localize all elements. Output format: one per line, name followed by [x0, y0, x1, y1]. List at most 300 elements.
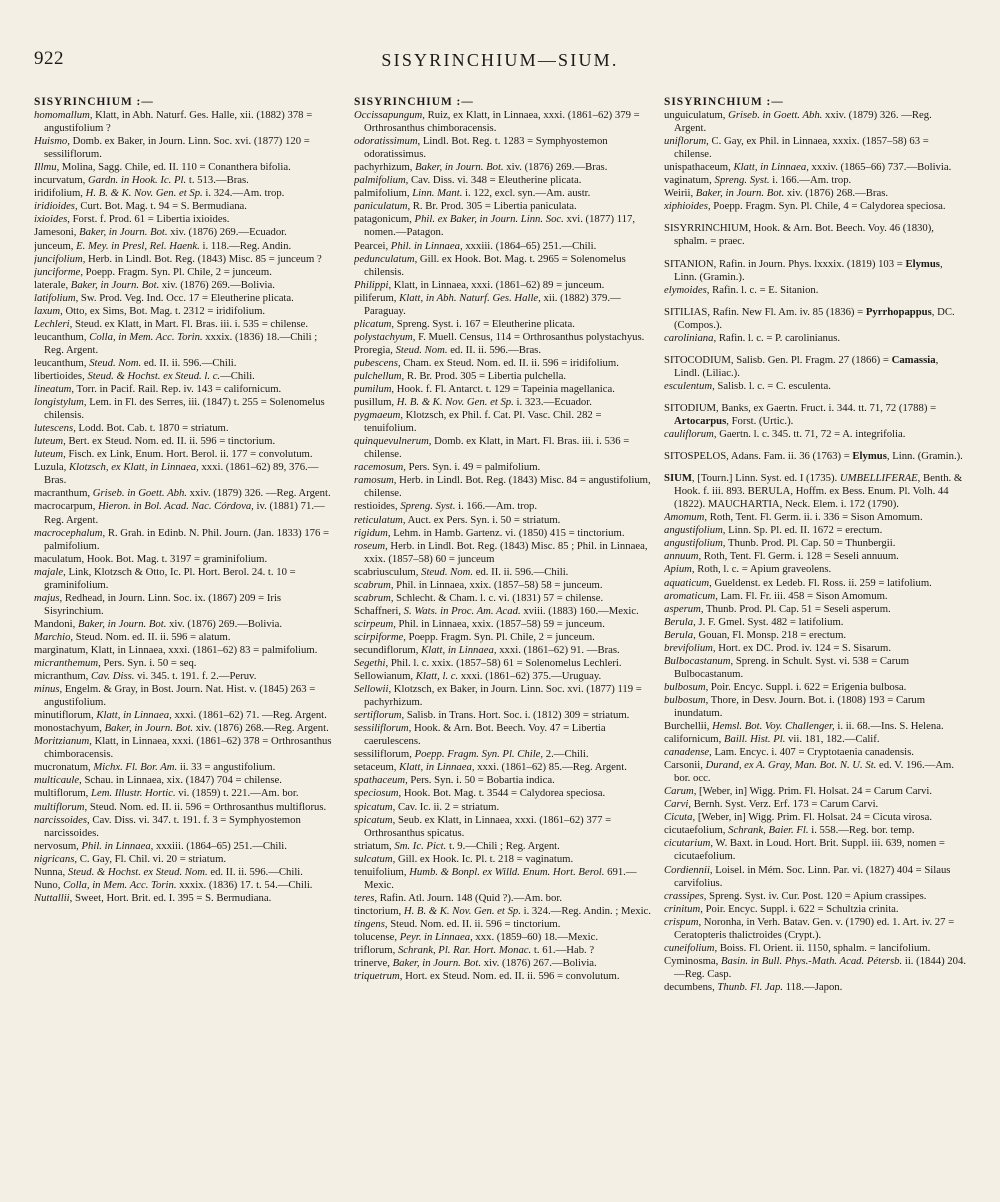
entry-text: setaceum, — [354, 761, 400, 774]
species-entry — [34, 213, 336, 226]
species-entry — [664, 537, 966, 550]
entry-text: t. 513.—Bras. — [186, 174, 249, 187]
italic-text: micranthemum — [34, 657, 99, 670]
species-entry — [664, 694, 966, 720]
italic-text: sessiliflorum — [354, 722, 409, 735]
italic-text: spicatum — [354, 800, 393, 813]
species-entry — [354, 670, 656, 683]
italic-text: UMBELLIFERAE — [839, 472, 918, 485]
entry-text: , Hort. ex DC. Prod. iv. 124 = S. Sisarum. — [712, 641, 892, 654]
italic-text: Berula — [664, 615, 694, 628]
species-entry — [34, 866, 336, 879]
species-entry — [354, 579, 656, 592]
italic-text: uniflorum — [664, 135, 707, 148]
species-entry — [354, 292, 656, 318]
entry-text: Nuno, — [34, 878, 64, 891]
entry-text: , Spreng. in Schult. Syst. vi. 538 = Carum Bulbocastanum. — [674, 654, 910, 680]
entry-text: , Salisb. l. c. = C. esculenta. — [712, 379, 831, 392]
entry-text: , Lam. Encyc. i. 407 = Cryptotaenia canadensis. — [709, 746, 914, 759]
italic-text: pygmaeum — [354, 409, 401, 422]
species-entry — [34, 761, 336, 774]
species-entry — [34, 383, 336, 396]
entry-text: , F. Muell. Census, 114 = Orthrosanthus polystachyus. — [412, 330, 645, 343]
accepted-genus-name: Pyrrhopappus — [865, 305, 932, 318]
species-entry — [354, 918, 656, 931]
species-entry — [354, 187, 656, 200]
entry-text: , Poir. Encyc. Suppl. i. 622 = Erigenia bulbosa. — [705, 680, 907, 693]
accepted-genus-name: Camassia — [891, 353, 936, 366]
entry-text: , Poepp. Fragm. Syn. Pl. Chile, 2 = junceum. — [80, 265, 272, 278]
species-entry — [664, 284, 966, 297]
entry-text: , Herb. in Lindl. Bot. Reg. (1843) Misc. 84 = angustifolium, chilense. — [364, 474, 651, 500]
entry-text: , Roth, l. c. = Apium graveolens. — [691, 563, 832, 576]
species-entry — [354, 344, 656, 357]
italic-text: Cicuta — [664, 811, 693, 824]
italic-text: Sm. Ic. Pict. — [394, 839, 447, 852]
entry-text: Burchellii, — [664, 720, 713, 733]
italic-text: lineatum — [34, 383, 72, 396]
italic-text: scabrum — [354, 591, 391, 604]
italic-text: Baker, in Journ. Bot. — [415, 161, 504, 174]
entry-text: incurvatum, — [34, 174, 89, 187]
entry-text: xxxiii. (1864–65) 251.—Chili. — [462, 239, 597, 252]
entry-text: Jamesoni, — [34, 226, 80, 239]
entry-text: , Thunb. Prod. Pl. Cap. 50 = Thunbergii. — [722, 537, 896, 550]
species-entry — [664, 332, 966, 345]
entry-text: , Poepp. Fragm. Syn. Pl. Chile, 4 = Calydorea speciosa. — [707, 200, 946, 213]
italic-text: multicaule — [34, 774, 80, 787]
italic-text: Baker, in Journ. Bot. — [70, 278, 160, 291]
entry-text: vi. 345. t. 191. f. 2.—Peruv. — [134, 670, 257, 683]
species-entry — [354, 801, 656, 814]
entry-text: , Domb. ex Baker, in Journ. Linn. Soc. xvi. (1877) 120 = sessiliflorum. — [44, 135, 310, 161]
species-entry — [664, 161, 966, 174]
entry-text: pusillum, — [354, 396, 397, 409]
entry-text: , Benth. & Hook. f. iii. 893. BERULA, Hoffm. ex Bess. Enum. Pl. Volh. 44 (1822). MAUCHARTIA, Neck. Elem. i. 172 (1790). — [674, 472, 963, 511]
species-entry — [354, 957, 656, 970]
species-entry — [664, 428, 966, 441]
italic-text: homomallum — [34, 109, 90, 122]
entry-text: , Steud. Nom. ed. II. ii. 596 = Orthrosanthus multiflorus. — [84, 800, 327, 813]
entry-text: SITOSPELOS, Adans. Fam. ii. 36 (1763) = — [664, 450, 853, 463]
entry-text: , Phil. in Linnaea, xxix. (1857–58) 58 = junceum. — [390, 578, 603, 591]
italic-text: Steud. Nom. — [89, 356, 142, 369]
entry-text: SITANION, Rafin. in Journ. Phys. lxxxix. (1819) 103 = — [664, 257, 906, 270]
italic-text: Baker, in Journ. Bot. — [79, 226, 168, 239]
species-entry — [354, 383, 656, 396]
species-entry — [34, 422, 336, 435]
species-entry — [664, 955, 966, 981]
italic-text: juncifolium — [34, 252, 83, 265]
italic-text: Berula — [664, 628, 694, 641]
entry-text: Carsonii, — [664, 759, 706, 772]
italic-text: annuum — [664, 550, 699, 563]
entry-text: , Thore, in Desv. Journ. Bot. i. (1808) 193 = Carum inundatum. — [674, 693, 926, 719]
italic-text: Poepp. Fragm. Syn. Pl. Chile, — [414, 748, 544, 761]
italic-text: Illmu — [34, 161, 57, 174]
entry-text: xiv. (1876) 269.—Ecuador. — [167, 226, 287, 239]
entry-text: xxiv. (1879) 326. —Reg. Argent. — [674, 109, 932, 135]
species-entry — [354, 644, 656, 657]
entry-text: , Gaertn. l. c. 345. tt. 71, 72 = A. integrifolia. — [713, 428, 906, 441]
italic-text: laxum — [34, 304, 61, 317]
italic-text: Klatt, l. c. — [415, 670, 459, 683]
entry-text: , Rafin. Atl. Journ. 148 (Quid ?).—Am. bor. — [374, 891, 562, 904]
entry-text: , [Weber, in] Wigg. Prim. Fl. Holsat. 24 = Carum Carvi. — [693, 785, 933, 798]
entry-text: , Linn. (Gramin.). — [674, 257, 943, 283]
entry-text: Luzula, — [34, 461, 70, 474]
species-entry — [664, 785, 966, 798]
italic-text: H. B. & K. Nov. Gen. et Sp. — [396, 396, 514, 409]
italic-text: H. B. & K. Nov. Gen. et Sp. — [403, 904, 521, 917]
italic-text: Klatt, in Linnaea, — [421, 643, 497, 656]
species-entry — [664, 916, 966, 942]
species-entry — [34, 670, 336, 683]
entry-text: , Thunb. Prod. Pl. Cap. 51 = Seseli asperum. — [700, 602, 891, 615]
entry-text: , Steud. Nom. ed. II. ii. 596 = alatum. — [70, 630, 231, 643]
italic-text: asperum — [664, 602, 701, 615]
species-entry — [354, 840, 656, 853]
italic-text: Michx. Fl. Bor. Am. — [93, 761, 178, 774]
italic-text: pubescens — [354, 356, 398, 369]
genus-entry — [664, 354, 966, 380]
species-entry — [664, 511, 966, 524]
italic-text: Klotzsch, ex Klatt, in Linnaea, — [69, 461, 199, 474]
entry-text: , Linn. (Gramin.). — [886, 450, 963, 463]
entry-text: , R. Grah. in Edinb. N. Phil. Journ. (Jan. 1833) 176 = palmifolium. — [44, 526, 330, 552]
entry-text: , Hook. Bot. Mag. t. 3544 = Calydorea speciosa. — [398, 787, 606, 800]
italic-text: majus — [34, 591, 60, 604]
entry-text: , Klotzsch, ex Baker, in Journ. Linn. Soc. xvi. (1877) 119 = pachyrhizum. — [364, 683, 642, 709]
species-entry — [34, 461, 336, 487]
entry-text: 2.—Chili. — [543, 748, 589, 761]
italic-text: Philippi — [354, 278, 389, 291]
species-entry — [354, 709, 656, 722]
species-entry — [34, 135, 336, 161]
accepted-genus-name: Elymus — [852, 450, 887, 463]
italic-text: Phil. ex Baker, in Journ. Linn. Soc. — [414, 213, 564, 226]
italic-text: Durand, ex A. Gray, Man. Bot. N. U. St. — [705, 759, 877, 772]
species-entry — [354, 318, 656, 331]
entry-text: i. 324.—Reg. Andin. ; Mexic. — [520, 904, 651, 917]
species-entry — [354, 787, 656, 800]
entry-text: xxxi. (1861–62) 85.—Reg. Argent. — [474, 761, 627, 774]
entry-text: i. 166.—Am. trop. — [769, 174, 852, 187]
entry-text: macranthum, — [34, 487, 93, 500]
entry-text: Mandoni, — [34, 617, 78, 630]
entry-text: , Salisb. in Trans. Hort. Soc. i. (1812) 309 = striatum. — [401, 709, 630, 722]
italic-text: Colla, in Mem. Acc. Torin. — [63, 878, 177, 891]
entry-text: decumbens, — [664, 980, 718, 993]
species-entry — [34, 553, 336, 566]
species-entry — [664, 824, 966, 837]
entry-text: , Molina, Sagg. Chile, ed. II. 110 = Conanthera bifolia. — [56, 161, 291, 174]
italic-text: luteum — [34, 448, 64, 461]
italic-text: caroliniana — [664, 331, 714, 344]
species-entry — [354, 474, 656, 500]
entry-text: palmifolium, — [354, 187, 413, 200]
entry-text: trinerve, — [354, 957, 393, 970]
italic-text: angustifolium — [664, 537, 723, 550]
genus-entry — [664, 258, 966, 284]
entry-text: multiflorum, — [34, 787, 91, 800]
italic-text: Gardn. in Hook. Ic. Pl. — [88, 174, 187, 187]
italic-text: Apium — [664, 563, 692, 576]
species-entry — [34, 722, 336, 735]
italic-text: triquetrum — [354, 970, 400, 983]
entry-text: i. 166.—Am. trop. — [455, 500, 538, 513]
italic-text: Baker, in Journ. Bot. — [104, 722, 194, 735]
species-entry — [664, 550, 966, 563]
entry-text: , Hort. ex Steud. Nom. ed. II. ii. 596 = convolutum. — [399, 970, 620, 983]
entry-text: , R. Br. Prod. 305 = Libertia paniculata. — [407, 200, 577, 213]
entry-text: 691.—Mexic. — [364, 865, 637, 891]
italic-text: Humb. & Bonpl. ex Willd. Enum. Hort. Berol. — [409, 865, 605, 878]
species-entry — [354, 866, 656, 892]
genus-entry — [664, 306, 966, 332]
entry-text: , Pers. Syn. i. 49 = palmifolium. — [403, 461, 541, 474]
entry-text: ii. 33 = angustifolium. — [177, 761, 276, 774]
species-entry — [354, 514, 656, 527]
entry-text: laterale, — [34, 278, 71, 291]
entry-text: ii. (1844) 204.—Reg. Casp. — [674, 954, 966, 980]
italic-text: esculentum — [664, 379, 713, 392]
entry-text: , Roth, Tent. Fl. Germ. i. 128 = Seseli annuum. — [698, 550, 899, 563]
species-entry — [34, 644, 336, 657]
species-entry — [354, 722, 656, 748]
species-entry — [354, 279, 656, 292]
entry-text: t. 61.—Hab. ? — [531, 944, 595, 957]
entry-text: Nunna, — [34, 865, 68, 878]
genus-entry — [664, 222, 966, 248]
entry-text: , Otto, ex Sims, Bot. Mag. t. 2312 = iridifolium. — [60, 304, 266, 317]
italic-text: sulcatum — [354, 852, 393, 865]
entry-text: micranthum, — [34, 670, 91, 683]
entry-text: xxxi. (1861–62) 375.—Uruguay. — [458, 670, 602, 683]
entry-text: , Torr. in Pacif. Rail. Rep. iv. 143 = californicum. — [71, 383, 282, 396]
italic-text: Huismo — [34, 135, 68, 148]
entry-text: , C. Gay, Fl. Chil. vi. 20 = striatum. — [74, 852, 227, 865]
species-entry — [354, 631, 656, 644]
species-entry — [34, 226, 336, 239]
species-entry — [34, 109, 336, 135]
species-entry — [664, 187, 966, 200]
species-entry — [664, 524, 966, 537]
species-entry — [354, 109, 656, 135]
species-entry — [664, 746, 966, 759]
species-entry — [664, 942, 966, 955]
entry-text: secundiflorum, — [354, 643, 422, 656]
italic-text: Segethi — [354, 657, 386, 670]
entry-text: , Boiss. Fl. Orient. ii. 1150, sphalm. = lancifolium. — [714, 941, 931, 954]
italic-text: spicatum — [354, 813, 393, 826]
entry-text: , Roth, Tent. Fl. Germ. ii. i. 336 = Sison Amomum. — [704, 511, 923, 524]
italic-text: Schrank, Baier. Fl. — [728, 824, 809, 837]
accepted-genus-name: SIUM — [664, 472, 692, 485]
species-entry — [34, 709, 336, 722]
entry-text: restioides, — [354, 500, 401, 513]
entry-text: , Klotzsch, ex Phil. f. Cat. Pl. Vasc. Chil. 282 = tenuifolium. — [364, 409, 602, 435]
italic-text: Schrank, Pl. Rar. Hort. Monac. — [397, 944, 532, 957]
species-entry — [664, 135, 966, 161]
entry-text: pachyrhizum, — [354, 161, 416, 174]
species-entry — [34, 631, 336, 644]
entry-text: macrocarpum, — [34, 500, 99, 513]
italic-text: Bulbocastanum — [664, 654, 731, 667]
species-entry — [34, 787, 336, 800]
species-entry — [354, 540, 656, 566]
entry-text: xxxix. (1836) 17. t. 54.—Chili. — [176, 878, 313, 891]
entry-text: xxx. (1859–60) 18.—Mexic. — [472, 931, 599, 943]
species-entry — [34, 683, 336, 709]
italic-text: Linn. Mant. — [412, 187, 463, 200]
italic-text: Sellowii — [354, 683, 389, 696]
species-entry — [34, 174, 336, 187]
italic-text: Carvi — [664, 798, 689, 811]
entry-text: triflorum, — [354, 944, 398, 957]
entry-text: ed. II. ii. 596.—Chili. — [141, 356, 237, 369]
italic-text: junciforme — [34, 265, 81, 278]
entry-text: minutiflorum, — [34, 709, 97, 722]
entry-text: xvi. (1877) 117, nomen.—Patagon. — [364, 213, 636, 239]
italic-text: xiphioides — [664, 200, 708, 213]
entry-text: xxxiii. (1864–65) 251.—Chili. — [153, 839, 287, 852]
entry-text: , [Tourn.] Linn. Syst. ed. I (1735). — [691, 472, 840, 485]
italic-text: teres — [354, 891, 375, 904]
entry-text: , Klatt, in Linnaea, xxxi. (1861–62) 378 = Orthrosanthus chimboracensis. — [44, 735, 332, 761]
species-entry — [34, 200, 336, 213]
italic-text: Klatt, in Linnaea, — [733, 161, 809, 174]
entry-text: , Linn. Sp. Pl. ed. II. 1672 = erectum. — [722, 524, 883, 537]
italic-text: polystachyum — [354, 330, 413, 343]
species-entry — [664, 563, 966, 576]
species-entry — [664, 890, 966, 903]
italic-text: Phil. in Linnaea, — [390, 239, 463, 252]
entry-text: cicutaefolium, — [664, 824, 729, 837]
accepted-genus-name: Elymus — [905, 257, 940, 270]
italic-text: cicutarium — [664, 837, 711, 850]
entry-text: , Gill. ex Hook. Ic. Pl. t. 218 = vaginatum. — [392, 852, 574, 865]
species-entry — [664, 759, 966, 785]
species-entry — [34, 801, 336, 814]
entry-text: , Steud. Nom. ed. II. ii. 596 = tinctorium. — [384, 917, 561, 930]
italic-text: Steud. & Hochst. ex Steud. l. c. — [87, 369, 221, 382]
entry-text: i. ii. 68.—Ins. S. Helena. — [834, 720, 944, 733]
entry-text: piliferum, — [354, 291, 400, 304]
species-entry — [34, 879, 336, 892]
entry-text: xii. (1882) 379.—Paraguay. — [364, 291, 621, 317]
entry-text: , [Weber, in] Wigg. Prim. Fl. Holsat. 24 = Cicuta virosa. — [692, 811, 933, 824]
entry-text: , Pers. Syn. i. 50 = Bobartia indica. — [405, 774, 555, 787]
species-entry — [34, 853, 336, 866]
species-entry — [34, 527, 336, 553]
italic-text: iridioides — [34, 200, 75, 213]
entry-text: , Gill. ex Hook. Bot. Mag. t. 2965 = Solenomelus chilensis. — [364, 252, 626, 278]
italic-text: cuneifolium — [664, 941, 715, 954]
species-entry — [354, 500, 656, 513]
species-entry — [34, 161, 336, 174]
running-head: SISYRINCHIUM—SIUM. — [381, 50, 619, 70]
italic-text: roseum — [354, 539, 386, 552]
italic-text: odoratissimum — [354, 135, 418, 148]
italic-text: longistylum — [34, 396, 84, 409]
entry-text: , J. F. Gmel. Syst. 482 = latifolium. — [693, 615, 844, 628]
entry-text: libertioides, — [34, 369, 88, 382]
italic-text: Occissapungum — [354, 109, 423, 122]
entry-text: , Bert. ex Steud. Nom. ed. II. ii. 596 = tinctorium. — [63, 435, 276, 448]
species-entry — [354, 527, 656, 540]
entry-text: SISYRRINCHIUM, Hook. & Arn. Bot. Beech. Voy. 46 (1830), sphalm. = praec. — [664, 222, 934, 248]
entry-text: i. 122, excl. syn.—Am. austr. — [462, 187, 591, 200]
species-entry — [664, 380, 966, 393]
entry-text: , Sweet, Hort. Brit. ed. I. 395 = S. Bermudiana. — [69, 891, 272, 904]
species-entry — [354, 200, 656, 213]
entry-text: Cyminosma, — [664, 954, 722, 967]
species-entry — [664, 720, 966, 733]
entry-text: vi. (1859) t. 221.—Am. bor. — [175, 787, 299, 800]
entry-text: , Klatt, in Abh. Naturf. Ges. Halle, xii. (1882) 378 = angustifolium ? — [44, 109, 313, 135]
italic-text: cauliflorum — [664, 428, 714, 441]
italic-text: bulbosum — [664, 693, 706, 706]
species-entry — [664, 811, 966, 824]
italic-text: aquaticum — [664, 576, 710, 589]
entry-text: , Lindl. Bot. Reg. t. 1283 = Symphyostemon odoratissimus. — [364, 135, 608, 161]
italic-text: elymoides — [664, 283, 707, 296]
italic-text: crinitum — [664, 902, 701, 915]
italic-text: Baker, in Journ. Bot. — [77, 617, 167, 630]
entry-text: Schaffneri, — [354, 604, 404, 617]
entry-text: SITODIUM, Banks, ex Gaertn. Fruct. i. 344. tt. 71, 72 (1788) = — [664, 401, 937, 414]
species-entry — [34, 487, 336, 500]
species-entry — [354, 683, 656, 709]
italic-text: ixioides — [34, 213, 68, 226]
species-entry — [664, 642, 966, 655]
entry-text: , Herb. in Lindl. Bot. Reg. (1843) Misc. 85 = junceum ? — [82, 252, 322, 265]
entry-text: , Gouan, Fl. Monsp. 218 = erectum. — [693, 628, 847, 641]
species-entry — [664, 577, 966, 590]
italic-text: Moritzianum — [34, 735, 90, 748]
entry-text: leucanthum, — [34, 356, 90, 369]
species-entry — [354, 761, 656, 774]
species-entry — [34, 187, 336, 200]
species-entry — [354, 135, 656, 161]
species-entry — [354, 905, 656, 918]
entry-text: tinctorium, — [354, 904, 404, 917]
species-entry — [664, 200, 966, 213]
italic-text: Griseb. in Goett. Abh. — [728, 109, 823, 122]
italic-text: aromaticum — [664, 589, 716, 602]
species-entry — [354, 461, 656, 474]
italic-text: Hemsl. Bot. Voy. Challenger, — [712, 720, 835, 733]
italic-text: Lem. Illustr. Hortic. — [91, 787, 176, 800]
entry-text: i. 558.—Reg. bor. temp. — [808, 824, 915, 837]
species-entry — [664, 603, 966, 616]
italic-text: E. Mey. in Presl, Rel. Haenk. — [76, 239, 200, 252]
italic-text: H. B. & K. Nov. Gen. et Sp. — [85, 187, 203, 200]
italic-text: ramosum — [354, 474, 394, 487]
entry-text: xxxiv. (1865–66) 737.—Bolivia. — [808, 161, 952, 174]
entry-text: , Cham. ex Steud. Nom. ed. II. ii. 596 = iridifolium. — [397, 356, 619, 369]
entry-text: Weirii, — [664, 187, 696, 200]
italic-text: Marchio — [34, 630, 71, 643]
entry-text: unispathaceum, — [664, 161, 734, 174]
entry-text: SITILIAS, Rafin. New Fl. Am. iv. 85 (1836) = — [664, 305, 866, 318]
entry-text: , Lindl. (Liliac.). — [674, 353, 939, 379]
genus-entry — [664, 450, 966, 463]
species-entry — [34, 657, 336, 670]
entry-text: i. 324.—Am. trop. — [202, 187, 285, 200]
entry-text: , Schau. in Linnaea, xix. (1847) 704 = chilense. — [79, 774, 282, 787]
